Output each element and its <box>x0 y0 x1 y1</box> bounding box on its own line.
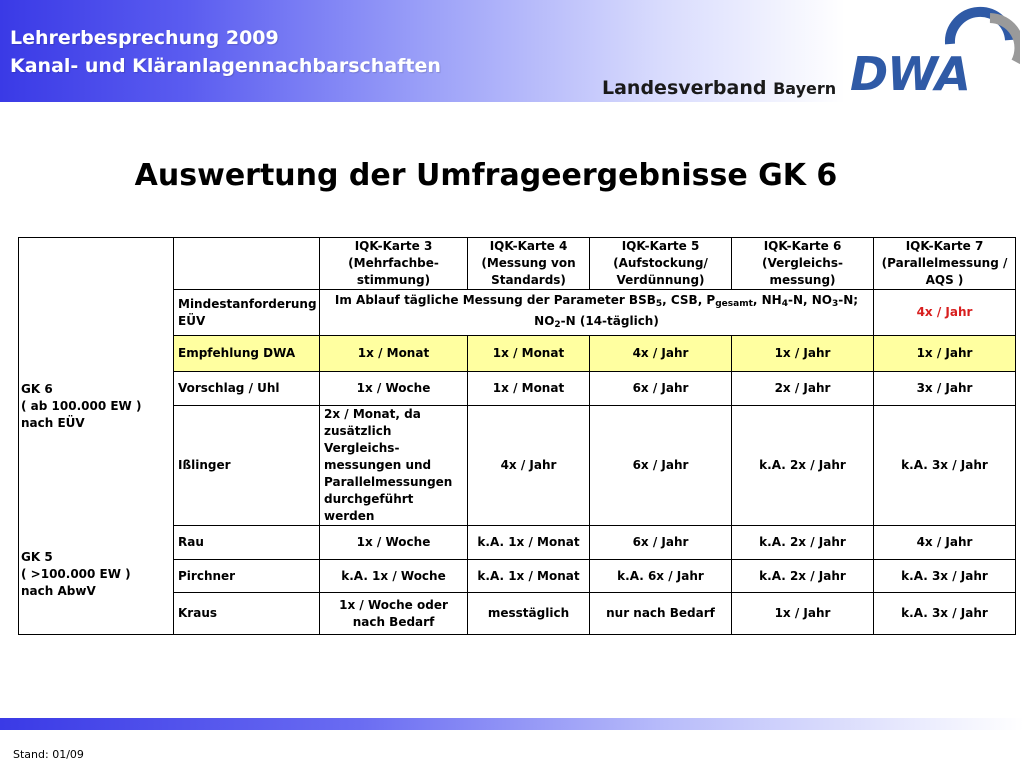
cell-line: messungen und <box>324 458 432 472</box>
column-header-karte7: IQK-Karte 7 (Parallelmessung / AQS ) <box>874 238 1016 290</box>
table-cell: k.A. 3x / Jahr <box>874 593 1016 635</box>
gk6-label: GK 6 ( ab 100.000 EW ) nach EÜV <box>21 382 142 430</box>
table-cell: k.A. 1x / Monat <box>468 526 590 560</box>
mindestanforderung-karte7: 4x / Jahr <box>874 290 1016 336</box>
row-label: Ißlinger <box>174 406 320 526</box>
landesverband-text: Landesverband <box>602 77 767 99</box>
table-cell: 1x / Jahr <box>874 336 1016 372</box>
column-header-karte3: IQK-Karte 3 (Mehrfachbe- stimmung) <box>320 238 468 290</box>
row-label: Empfehlung DWA <box>174 336 320 372</box>
table-cell: 1x / Woche <box>320 372 468 406</box>
dwa-logo-text: DWA <box>850 47 970 101</box>
cell-line: 2x / Monat, da <box>324 407 421 421</box>
table-cell: k.A. 1x / Woche <box>320 560 468 593</box>
row-label-mindestanforderung: Mindestanforderung EÜV <box>174 290 320 336</box>
table-cell: 1x / Jahr <box>732 336 874 372</box>
survey-results-table <box>18 237 1016 635</box>
table-cell: 1x / Monat <box>468 336 590 372</box>
table-cell: 1x / Jahr <box>732 593 874 635</box>
table-cell: 3x / Jahr <box>874 372 1016 406</box>
table-cell: 6x / Jahr <box>590 526 732 560</box>
header-line-1: Lehrerbesprechung 2009 <box>10 27 279 49</box>
cell-line: 1x / Woche oder <box>339 597 448 612</box>
cell-line: nach Bedarf <box>352 614 435 629</box>
gk5-label: GK 5 ( >100.000 EW ) nach AbwV <box>21 550 131 598</box>
landesverband-label <box>602 77 836 99</box>
table-cell: 1x / Monat <box>468 372 590 406</box>
row-label: Kraus <box>174 593 320 635</box>
table-cell: 4x / Jahr <box>874 526 1016 560</box>
landesverband-region: Bayern <box>773 79 837 98</box>
table-cell: k.A. 1x / Monat <box>468 560 590 593</box>
table-cell: k.A. 6x / Jahr <box>590 560 732 593</box>
row-label: Vorschlag / Uhl <box>174 372 320 406</box>
table-cell: k.A. 2x / Jahr <box>732 406 874 526</box>
header-line-2: Kanal- und Kläranlagennachbarschaften <box>10 55 441 77</box>
column-header-karte5: IQK-Karte 5 (Aufstockung/ Verdünnung) <box>590 238 732 290</box>
table-cell-multiline <box>320 406 468 526</box>
gk-category-cell <box>19 238 174 635</box>
row-label: Rau <box>174 526 320 560</box>
dwa-logo <box>850 4 1020 100</box>
table-cell: k.A. 2x / Jahr <box>732 526 874 560</box>
table-cell: messtäglich <box>468 593 590 635</box>
mindestanforderung-text: Im Ablauf tägliche Messung der Parameter $BSB_5$, CSB, $P_{gesamt}$, $NH_4-N$, $NO_3-N$; $NO_2-N$ (14-täglich) <box>320 290 874 336</box>
table-cell: k.A. 2x / Jahr <box>732 560 874 593</box>
table-cell: 4x / Jahr <box>468 406 590 526</box>
table-cell: 1x / Woche <box>320 526 468 560</box>
cell-line: durchgeführt werden <box>324 492 414 523</box>
header-title <box>10 24 441 80</box>
header-row <box>19 238 1016 290</box>
cell-line: Parallelmessungen <box>324 475 453 489</box>
row-label: Pirchner <box>174 560 320 593</box>
table-cell: 1x / Monat <box>320 336 468 372</box>
table-cell-multiline <box>320 593 468 635</box>
blank-header-cell <box>174 238 320 290</box>
footer-banner <box>0 718 1024 730</box>
stand-date: Stand: 01/09 <box>13 748 84 761</box>
cell-line: zusätzlich Vergleichs- <box>324 424 400 455</box>
column-header-karte6: IQK-Karte 6 (Vergleichs- messung) <box>732 238 874 290</box>
table-cell: 6x / Jahr <box>590 406 732 526</box>
table-cell: k.A. 3x / Jahr <box>874 406 1016 526</box>
page-title: Auswertung der Umfrageergebnisse GK 6 <box>134 158 838 193</box>
table-cell: nur nach Bedarf <box>590 593 732 635</box>
table-cell: k.A. 3x / Jahr <box>874 560 1016 593</box>
table-cell: 6x / Jahr <box>590 372 732 406</box>
column-header-karte4: IQK-Karte 4 (Messung von Standards) <box>468 238 590 290</box>
table-cell: 2x / Jahr <box>732 372 874 406</box>
table-cell: 4x / Jahr <box>590 336 732 372</box>
